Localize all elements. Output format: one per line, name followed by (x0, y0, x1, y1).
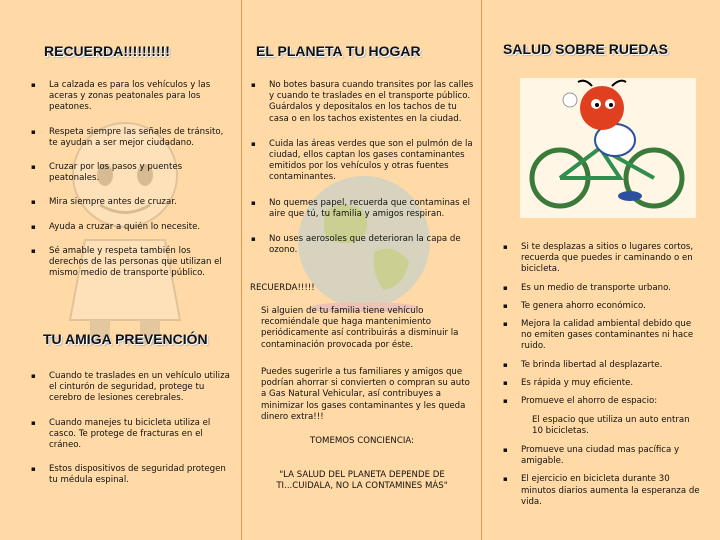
list-item: ▪ Cuando te traslades en un vehículo utiliza el cinturón de seguridad, protege tu cerebro de lesiones cerebrales. (31, 371, 231, 405)
gas-natural-paragraph: Puedes sugerirle a tus familiares y amigos que podrían ahorrar si convierten o compran su auto a Gas Natural Vehicular, así contribuyes a minimizar los gases contaminantes y les queda dinero extra!!! (261, 367, 470, 422)
mantenimiento-paragraph: Si alguien de tu familia tiene vehículo recomiéndale que haga mantenimiento periódicamente así contribuirás a disminuir la contaminación provocada por éste. (261, 306, 459, 350)
list-item: ▪ Sé amable y respeta también los derechos de las personas que utilizan el mismo medio de transporte público. (31, 246, 231, 280)
list-item: ▪ Ayuda a cruzar a quién lo necesite. (31, 222, 231, 233)
prevencion-title: TU AMIGA PREVENCIÓN (43, 331, 208, 347)
list-item: ▪ Es un medio de transporte urbano. (503, 283, 701, 294)
list-item: ▪ Estos dispositivos de seguridad protegen tu médula espinal. (31, 464, 231, 486)
list-item: ▪ Promueve el ahorro de espacio: (503, 396, 701, 407)
recuerda-label: RECUERDA!!!!! (250, 283, 315, 293)
list-item: ▪ Mira siempre antes de cruzar. (31, 197, 231, 208)
list-item: ▪ Cuida las áreas verdes que son el pulmón de la ciudad, ellos captan los gases contaminantes emitidos por los vehículos y otras fuentes contaminantes. (251, 139, 477, 184)
list-item: ▪ No uses aerosoles que deterioran la capa de ozono. (251, 234, 477, 256)
recuerda-title: RECUERDA!!!!!!!!!! (44, 43, 170, 59)
closing-quote: "LA SALUD DEL PLANETA DEPENDE DE TI...CUIDALA, NO LA CONTAMINES MÁS" (276, 470, 448, 492)
list-item: ▪ No botes basura cuando transites por las calles y cuando te traslades en el transporte público. Guárdalos y depositalos en los tachos de tu casa o en los tachos existentes en la ciudad. (251, 80, 477, 125)
panel-planeta (241, 0, 481, 540)
list-item: ▪ Te genera ahorro económico. (503, 301, 701, 312)
list-item: ▪ Cruzar por los pasos y puentes peatonales. (31, 162, 231, 184)
planeta-title: EL PLANETA TU HOGAR (256, 43, 421, 59)
list-item: ▪ Es rápida y muy eficiente. (503, 378, 701, 389)
tomemos-conciencia: TOMEMOS CONCIENCIA: (310, 436, 414, 446)
planeta-list (251, 80, 477, 256)
list-item: ▪ El ejercicio en bicicleta durante 30 minutos diarios aumenta la esperanza de vida. (503, 474, 701, 508)
list-item: ▪ La calzada es para los vehículos y las aceras y zonas peatonales para los peatones. (31, 80, 231, 114)
list-item: ▪ Cuando manejes tu bicicleta utiliza el casco. Te protege de fracturas en el cráneo. (31, 418, 231, 452)
list-item: ▪ Te brinda libertad al desplazarte. (503, 360, 701, 371)
salud-list (503, 242, 701, 407)
list-item: ▪ Respeta siempre las señales de tránsito, te ayudan a ser mejor ciudadano. (31, 127, 231, 149)
list-item: ▪ Si te desplazas a sitios o lugares cortos, recuerda que puedes ir caminando o en bicicleta. (503, 242, 701, 276)
list-item: ▪ Promueve una ciudad mas pacífica y amigable. (503, 445, 701, 467)
recuerda-list (31, 80, 231, 279)
salud-list-2 (503, 445, 701, 508)
ant-cyclist-illustration (520, 78, 696, 218)
salud-title: SALUD SOBRE RUEDAS (503, 41, 668, 57)
prevencion-list (31, 371, 231, 487)
list-item: ▪ No quemes papel, recuerda que contaminas el aire que tú, tu familia y amigos respiran. (251, 198, 477, 220)
list-item: ▪ Mejora la calidad ambiental debido que no emiten gases contaminantes ni hace ruido. (503, 319, 701, 353)
panel-salud (481, 0, 720, 540)
espacio-note: El espacio que utiliza un auto entran 10 bicicletas. (532, 415, 690, 437)
panel-recuerda (0, 0, 241, 540)
